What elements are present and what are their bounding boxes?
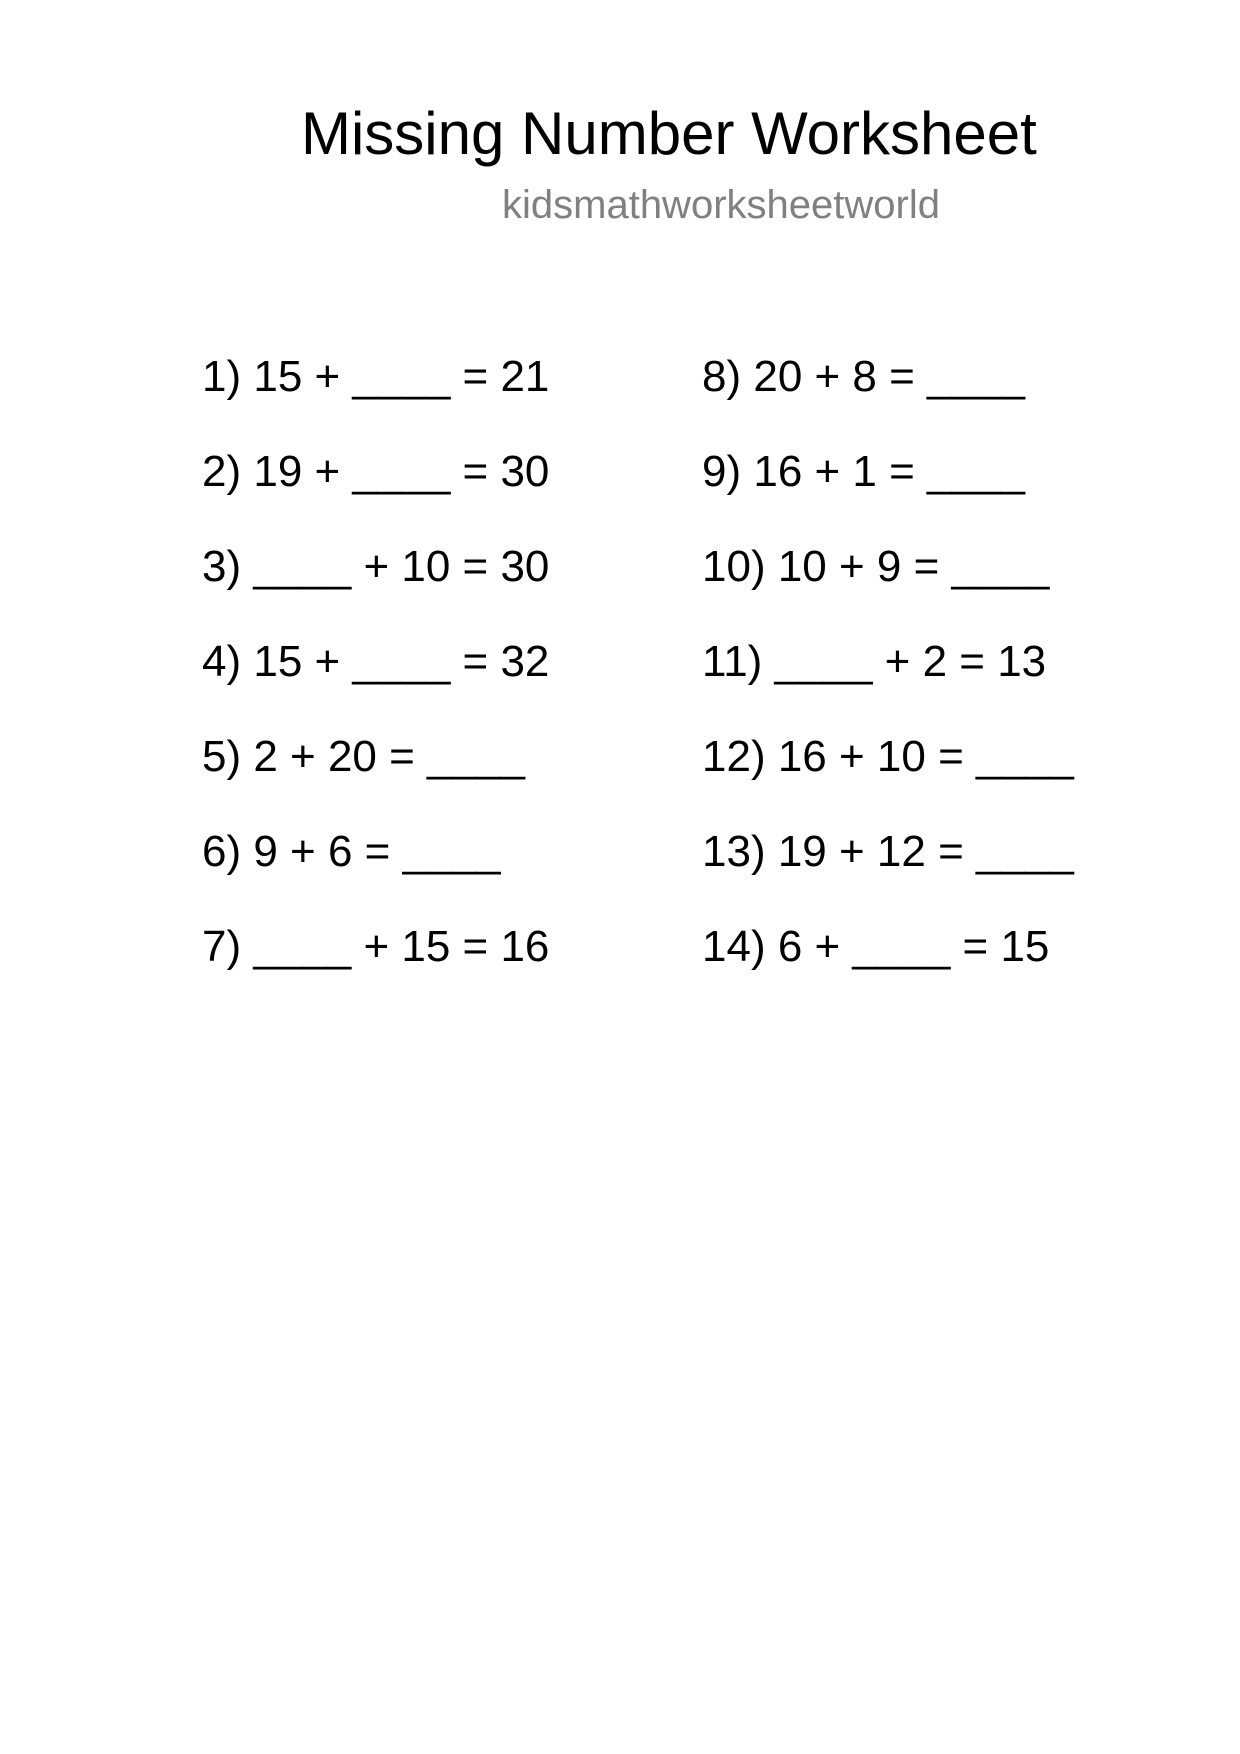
problem-3: 3) ____ + 10 = 30 xyxy=(202,542,550,591)
problem-9: 9) 16 + 1 = ____ xyxy=(702,447,1025,496)
problems-right-column xyxy=(702,350,1074,1015)
page-subtitle: kidsmathworksheetworld xyxy=(502,183,940,227)
problem-6: 6) 9 + 6 = ____ xyxy=(202,827,501,876)
problem-14: 14) 6 + ____ = 15 xyxy=(702,922,1050,971)
page-title: Missing Number Worksheet xyxy=(301,100,1037,167)
problem-13: 13) 19 + 12 = ____ xyxy=(702,827,1074,876)
problem-4: 4) 15 + ____ = 32 xyxy=(202,637,550,686)
problem-10: 10) 10 + 9 = ____ xyxy=(702,542,1050,591)
problem-11: 11) ____ + 2 = 13 xyxy=(702,637,1047,686)
problem-7: 7) ____ + 15 = 16 xyxy=(202,922,550,971)
problem-8: 8) 20 + 8 = ____ xyxy=(702,352,1025,401)
problem-12: 12) 16 + 10 = ____ xyxy=(702,732,1074,781)
problem-5: 5) 2 + 20 = ____ xyxy=(202,732,525,781)
problem-1: 1) 15 + ____ = 21 xyxy=(202,352,550,401)
problems-left-column xyxy=(202,350,549,1015)
problem-2: 2) 19 + ____ = 30 xyxy=(202,447,550,496)
